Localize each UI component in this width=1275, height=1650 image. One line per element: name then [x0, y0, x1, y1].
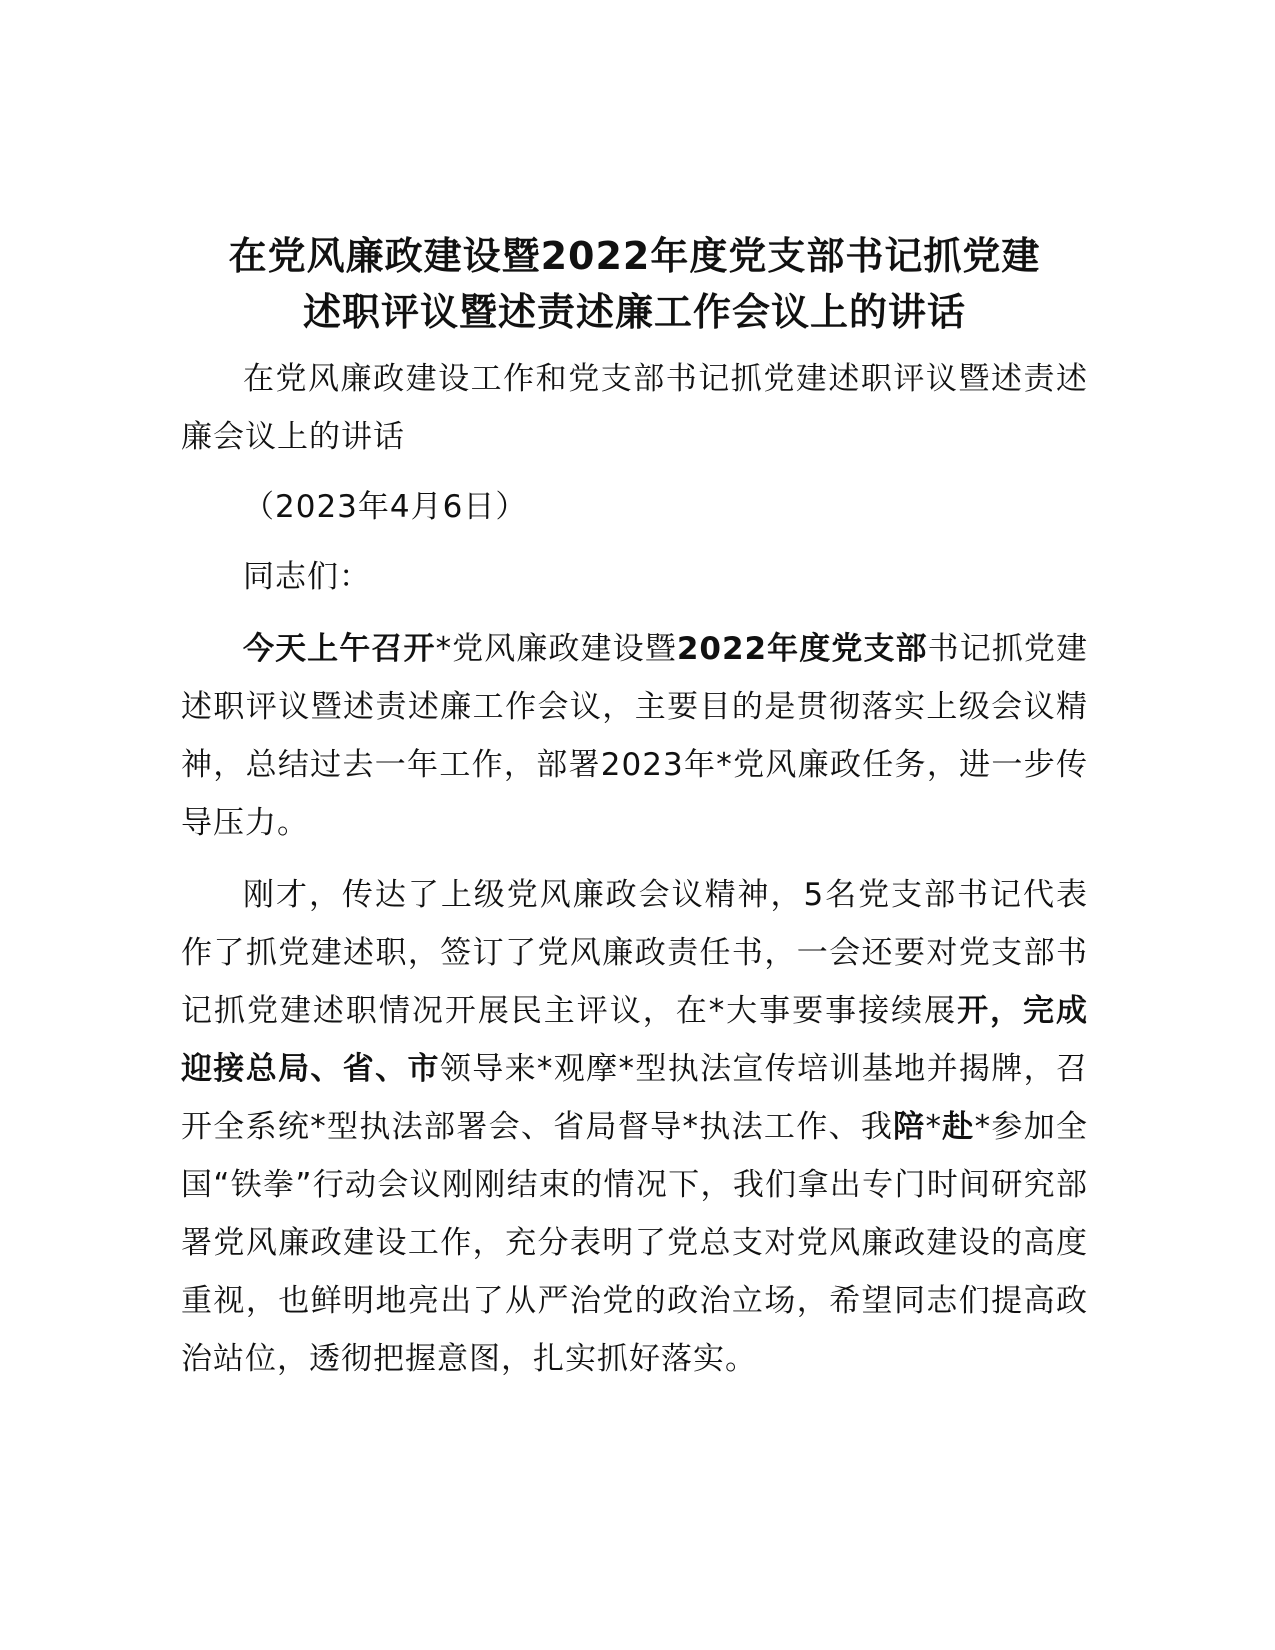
paragraph-1-text-2: 书记抓党建述职评议暨述责述廉工作会议，主要目的是贯彻落实上级会议精神，总结过去一年工作，部署2023年*党风廉政任务，进一步传导压力。 [181, 631, 1089, 841]
document-body [181, 228, 1088, 1388]
paragraph-1-text-1: *党风廉政建设暨 [435, 631, 677, 667]
paragraph-2 [181, 866, 1088, 1388]
paragraph-2-text-2: 领导来*观摩*型执法宣传培训基地并揭牌，召开全系统*型执法部署会、省局督导*执法工作、我 [181, 1051, 1089, 1145]
document-title [181, 228, 1088, 340]
paragraph-2-bold-3: 赴 [941, 1109, 975, 1145]
title-line-1: 在党风廉政建设暨2022年度党支部书记抓党建 [228, 234, 1041, 278]
paragraph-2-bold-1: 开，完成迎接总局、省、市 [181, 993, 1089, 1087]
paragraph-2-text-1: 刚才，传达了上级党风廉政会议精神，5名党支部书记代表作了抓党建述职，签订了党风廉政责任书，一会还要对党支部书记抓党建述职情况开展民主评议，在*大事要事接续展 [181, 877, 1088, 1029]
paragraph-1 [181, 620, 1088, 852]
speech-subtitle: 在党风廉政建设工作和党支部书记抓党建述职评议暨述责述廉会议上的讲话 [181, 361, 1088, 455]
paragraph-2-text-4: *参加全国“铁拳”行动会议刚刚结束的情况下，我们拿出专门时间研究部署党风廉政建设工作，充分表明了党总支对党风廉政建设的高度重视，也鲜明地亮出了从严治党的政治立场，希望同志们提高政治站位，透彻把握意图，扎实抓好落实。 [181, 1109, 1089, 1377]
paragraph-1-bold-prefix: 今天上午召开 [243, 631, 436, 667]
paragraph-2-text-3: * [925, 1109, 942, 1145]
paragraph-1-bold-mid: 2022年度党支部 [676, 631, 928, 667]
speech-date: （2023年4月6日） [243, 489, 528, 525]
greeting: 同志们： [243, 559, 371, 595]
paragraph-2-bold-2: 陪 [893, 1109, 926, 1145]
title-line-2: 述职评议暨述责述廉工作会议上的讲话 [302, 290, 966, 334]
